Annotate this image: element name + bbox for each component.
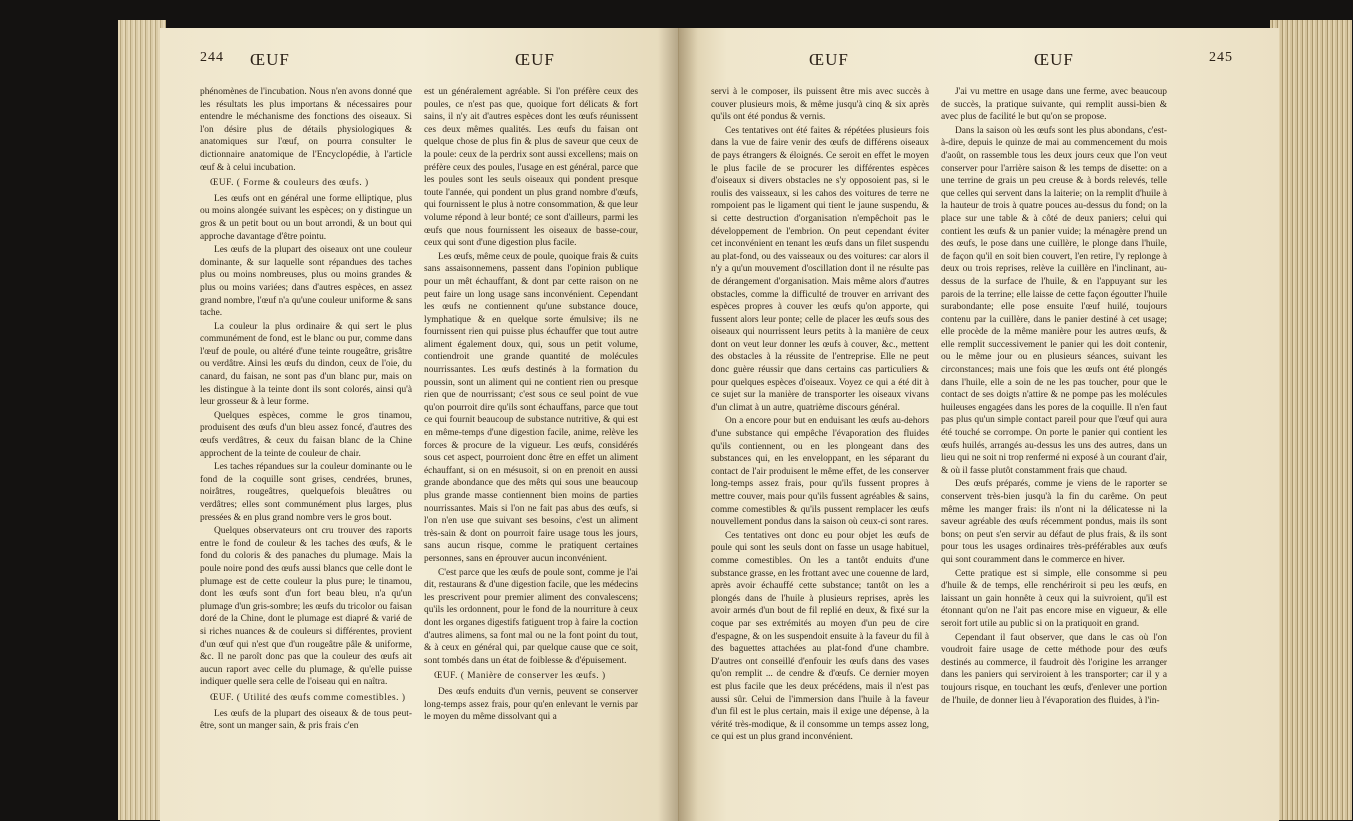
paragraph: Quelques observateurs ont cru trouver des raports entre le fond de couleur & les taches des œufs, & le fond du coloris & des panaches du plumage. Mais la poule noire pond des œufs aussi blancs que celle dont le plumage est de cette couleur la plus pure; le tinamou, dont les œufs sont d'un fort beau bleu, n'a qu'un plumage d'un gris-sombre; les œufs du tricolor ou faisan doré de la Chine, dont le plumage est diapré & varié de si riches nuances & de couleurs si différentes, provient d'un œuf qui n'est que d'un rougeâtre pâle & uniforme, &c. Il ne paroît donc pas que la couleur des œufs ait aucun raport avec celle du plumage, & qu'elle puisse indiquer quelle sera celle de l'oiseau qui en naîtra. bbox=[200, 526, 412, 688]
running-head-left-1: ŒUF bbox=[250, 50, 290, 69]
paragraph: phénomènes de l'incubation. Nous n'en avons donné que les résultats les plus importans & nécessaires pour entendre le méchanisme des fonctions des oiseaux. Si l'on désire plus de détails physiologiques & anatomiques sur l'œuf, on pourra consulter le dictionnaire anatomique de l'Encyclopédie, à l'article œuf & à celui incubation. bbox=[200, 87, 412, 173]
running-head-right-2: ŒUF bbox=[1034, 50, 1074, 69]
left-page bbox=[160, 28, 679, 821]
left-column-2 bbox=[424, 86, 638, 725]
paragraph: Quelques espèces, comme le gros tinamou, produisent des œufs d'un bleu assez foncé, d'autres des œufs verdâtres, & ceux du faisan blanc de la Chine approchent de la teinte de couleur de chair. bbox=[200, 410, 412, 459]
paragraph: Cette pratique est si simple, elle consomme si peu d'huile & de temps, elle renchériroit si peu les œufs, en laissant un gain honnête à ceux qui la suivroient, qu'il est étonnant qu'on ne l'ait pas encore mise en vigueur, & elle seroit fort utile au public si on la pratiquoit en grand. bbox=[941, 568, 1167, 629]
paragraph: Des œufs enduits d'un vernis, peuvent se conserver long-temps assez frais, pour qu'en enlevant le vernis par le moyen du même dissolvant qui a bbox=[424, 686, 638, 723]
running-head-right-1: ŒUF bbox=[809, 50, 849, 69]
paragraph: Des œufs préparés, comme je viens de le raporter se conservent très-bien jusqu'à la fin du carême. On peut même les manger frais: ils n'ont ni la délicatesse ni la saveur agréable des œufs récemment pondus, mais ils sont bons; on peut s'en servir au défaut de plus frais, & ils sont pour tous les usages ordinaires très-préférables aux œufs qui sont couramment dans le commerce en hiver. bbox=[941, 479, 1167, 565]
paragraph: Dans la saison où les œufs sont les plus abondans, c'est-à-dire, depuis le quinze de mai au commencement du mois d'août, on rassemble tous les deux jours ceux que l'on veut conserver pour l'arrière saison & les temps de disette: on a une terrine de grais un peu creuse & à bords relevés, telle que celles qui servent dans la laiterie; on la remplit d'huile à la hauteur de trois à quatre pouces au-dessus du fond; on la place sur une table & à côté de deux paniers; celui qui contient les œufs & un panier vuide; la ménagère prend un des œufs, le pose dans une cuillère, le plonge dans l'huile, de façon qu'il en soit bien couvert, l'en retire, l'y replonge à deux ou trois reprises, relève la cuillère en l'inclinant, au-dessus de la surface de l'huile, & en l'appuyant sur les parois de la terrine; elle laisse de cette façon égoutter l'huile surabondante; elle pose ensuite l'œuf huilé, toujours contenu par la cuillère, dans le panier destiné à cet usage; elle procède de la même manière pour les autres œufs, & elle remplit successivement le panier qui les doit contenir, ou le même jour ou en plusieurs séances, suivant les circonstances; mais une fois que les œufs ont été plongés dans l'huile, elle a soin de ne les pas toucher, pour que le contact de ses doigts n'attire & ne pompe pas les molécules huileuses engagées dans les pores de la coquille. Il n'en faut pas plus qu'un simple contact pareil pour que l'œuf qui aura été touché se corrompe. On porte le panier qui contient les œufs huilés, arrangés au-dessus les uns des autres, dans un lieu qui ne soit ni trop renfermé ni exposé à un courant d'air, & où il fasse plutôt constamment frais que chaud. bbox=[941, 125, 1167, 476]
paragraph: est un généralement agréable. Si l'on préfère ceux des poules, ce n'est pas que, quoique fort délicats & fort sains, il n'y ait d'autres espèces dont les œufs réunissent ces deux mêmes qualités. Les œufs du faisan ont quelque chose de plus fin & plus de saveur que ceux de la poule: ceux de la perdrix sont aussi excellens; mais on préfère ceux des poules, l'usage en est général, parce que les poules sont les seuls oiseaux qui pondent presque toute l'année, qui pondent un plus grand nombre d'œufs, qui fournissent le plus à notre consommation, & que leur volume répond à leur bonté; ce sont d'ailleurs, parmi les œufs que nous fournissent les oiseaux de basse-cour, ceux qui sont d'une digestion plus facile. bbox=[424, 87, 638, 249]
paragraph: Les œufs, même ceux de poule, quoique frais & cuits sans assaisonnemens, passent dans l'opinion publique pour un mêt échauffant, & dont par cette raison on ne peut faire un long usage sans inconvénient. Cependant les œufs ne contiennent qu'une substance douce, lymphatique & en quelque sorte émulsive; ils ne fournissent rien qui puisse plus échauffer que tout autre aliment également doux, qui, sous un petit volume, contiendroit une grande quantité de molécules nourrissantes. Les œufs destinés à la formation du poussin, sont un aliment qui ne contient rien ou presque rien que de nourrissant; c'est sous ce seul point de vue qu'on pourroit dire qu'ils sont échauffans, parce que tout ce qui fournit beaucoup de substance nutritive, & qui est en même-temps d'une digestion facile, anime, relève les forces & procure de la vigueur. Les œufs, considérés sous cet aspect, pourroient donc être en effet un aliment échauffant, si on en mésusoit, si on en prenoit en aussi grande abondance que des mêts qui sous une beaucoup plus grande masse contiennent bien moins de parties nourrissantes. Mais si l'on ne fait pas abus des œufs, si l'on n'en use que suivant ses besoins, c'est un aliment très-sain & dont on pourroit faire usage tous les jours, sans aucun risque, comme le pratiquent certaines personnes, sans en éprouver aucun inconvénient. bbox=[424, 251, 638, 564]
paragraph: C'est parce que les œufs de poule sont, comme je l'ai dit, restaurans & d'une digestion facile, que les médecins les prescrivent pour premier aliment des convalescens; qu'ils les ordonnent, pour le fond de la nourriture à ceux dont les organes digestifs fatiguent trop à faire la coction d'autres alimens, sa font mal ou ne la font point du tout, & à ceux en général qui, par quelque cause que ce soit, sont tombés dans un état de foiblesse & d'épuisement. bbox=[424, 567, 638, 666]
right-column-2 bbox=[941, 86, 1167, 708]
paragraph: Ces tentatives ont donc eu pour objet les œufs de poule qui sont les seuls dont on fasse un usage habituel, comme comestibles. On les a tantôt enduits d'une substance grasse, en les frottant avec une couenne de lard, après avoir échauffé cette substance; tantôt on les a plongés dans de l'huile à plusieurs reprises, après les avoir armés d'un bout de fil replié en deux, & fixé sur la coque par ses extrémités au moyen d'un peu de cire d'espagne, & on les suspendoit ensuite à la faveur du fil à des baguettes attachées au plat-fond d'une chambre. D'autres ont conseillé d'enfouir les œufs dans des vases qu'on remplit ... de cendre & d'œufs. Ce dernier moyen est plus facile que les deux précédens, mais il n'est pas aussi sûr. Celui de l'immersion dans l'huile à la faveur d'un fil est le plus certain, mais il exige une dépense, à la vérité très-modique, & il consomme un temps assez long, ce qui est un plus grand inconvénient. bbox=[711, 530, 929, 743]
page-number-left: 244 bbox=[200, 50, 224, 65]
paragraph: Les œufs ont en général une forme elliptique, plus ou moins alongée suivant les espèces; on y distingue un gros & un petit bout ou un bout arrondi, & un bout qui approche davantage d'être pointu. bbox=[200, 193, 412, 242]
paragraph: Cependant il faut observer, que dans le cas où l'on voudroit faire usage de cette méthode pour des œufs destinés au commerce, il faudroit dès l'origine les arranger dans les paniers qui serviroient à les transporter; car il y a toujours risque, en touchant les œufs, d'enlever une portion de l'huile, de donner lieu à l'évaporation des fluides, à l'in- bbox=[941, 632, 1167, 706]
page-edges-right bbox=[1270, 20, 1352, 820]
paragraph: servi à le composer, ils puissent être mis avec succès à couver plusieurs mois, & même jusqu'à cinq & six après qu'ils ont été pondus & vernis. bbox=[711, 87, 929, 123]
paragraph: Ces tentatives ont été faites & répétées plusieurs fois dans la vue de faire venir des œufs de différens oiseaux de pays étrangers & éloignés. Ce seroit en effet le moyen le plus facile de se procurer les différentes espèces d'oiseaux si divers obstacles ne s'y opposoient pas, si le roulis des vaisseaux, si les cahos des voitures de terre ne rompoient pas le ligament qui tient le jaune suspendu, & si cette destruction d'organisation n'empêchoit pas le développement de l'embrion. On peut cependant éviter cet inconvénient en tenant les œufs dans un filet suspendu au plat-fond, ou des vaisseaux ou des voitures: car alors il n'y a qu'un mouvement d'oscillation dont il ne résulte pas de dérangement d'organisation. Mais même alors d'autres obstacles, comme la difficulté de trouver en arrivant des espèces propres à couver les œufs qu'on apporte, qui fussent alors leur ponte; celle de placer les œufs sous des oiseaux qui nourrissent leurs petits à la manière de ceux dont on veut leur donner les œufs à couver, &c., mettent des obstacles à la réussite de l'entreprise. Elle ne peut donc guère réussir que dans certains cas particuliers & pour quelques espèces d'oiseaux. Voyez ce qui a été dit à ce sujet sur la manière de transporter les oiseaux vivans d'un climat à un autre, quatrième discours général. bbox=[711, 125, 929, 413]
left-column-1 bbox=[200, 86, 412, 734]
paragraph: Les taches répandues sur la couleur dominante ou le fond de la coquille sont grises, cendrées, brunes, noirâtres, rougeâtres, quelquefois bleuâtres ou verdâtres; elles sont communément plus larges, plus pressées & en plus grand nombre vers le gros bout. bbox=[200, 462, 412, 523]
page-edges-left bbox=[118, 20, 166, 820]
paragraph: Les œufs de la plupart des oiseaux ont une couleur dominante, & sur laquelle sont répandues des taches plus ou moins nombreuses, plus ou moins grandes & plus ou moins variées; dans d'autres espèces, en assez grand nombre, l'œuf n'a qu'une couleur uniforme & sans tache. bbox=[200, 245, 412, 319]
running-head-left-2: ŒUF bbox=[515, 50, 555, 69]
paragraph: J'ai vu mettre en usage dans une ferme, avec beaucoup de succès, la pratique suivante, qui remplit aussi-bien & avec plus de facilité le but qu'on se propose. bbox=[941, 87, 1167, 123]
book-gutter bbox=[658, 28, 698, 821]
section-heading: ŒUF. ( Forme & couleurs des œufs. ) bbox=[210, 178, 369, 189]
right-page bbox=[679, 28, 1279, 821]
section-heading: ŒUF. ( Utilité des œufs comme comestibles. ) bbox=[210, 692, 406, 703]
page-number-right: 245 bbox=[1209, 50, 1233, 65]
section-heading: ŒUF. ( Manière de conserver les œufs. ) bbox=[434, 671, 606, 682]
paragraph: La couleur la plus ordinaire & qui sert le plus communément de fond, est le blanc ou pur, comme dans l'œuf de poule, ou altéré d'une teinte rougeâtre, grisâtre ou verdâtre. Ainsi les œufs du dindon, ceux de l'oie, du canard, du faisan, ne sont pas d'un blanc pur, mais on les distingue à la teinte dont ils sont colorés, ainsi qu'à leur grosseur & à leur forme. bbox=[200, 321, 412, 408]
paragraph: Les œufs de la plupart des oiseaux & de tous peut-être, sont un manger sain, & pris frais c'en bbox=[200, 708, 412, 732]
right-column-1 bbox=[711, 86, 929, 745]
paragraph: On a encore pour but en enduisant les œufs au-dehors d'une substance qui empêche l'évaporation des fluides qu'ils contiennent, ou en les plongeant dans des substances qui, en les enveloppant, en les séparant du contact de l'air produisent le même effet, de les conserver long-temps assez frais, pour qu'ils fussent propres à mettre couver, mais pour qu'ils fussent agréables & sains, comme comestibles & qu'ils pussent remplacer les œufs nouvellement pondus dans la saison où ceux-ci sont rares. bbox=[711, 416, 929, 528]
